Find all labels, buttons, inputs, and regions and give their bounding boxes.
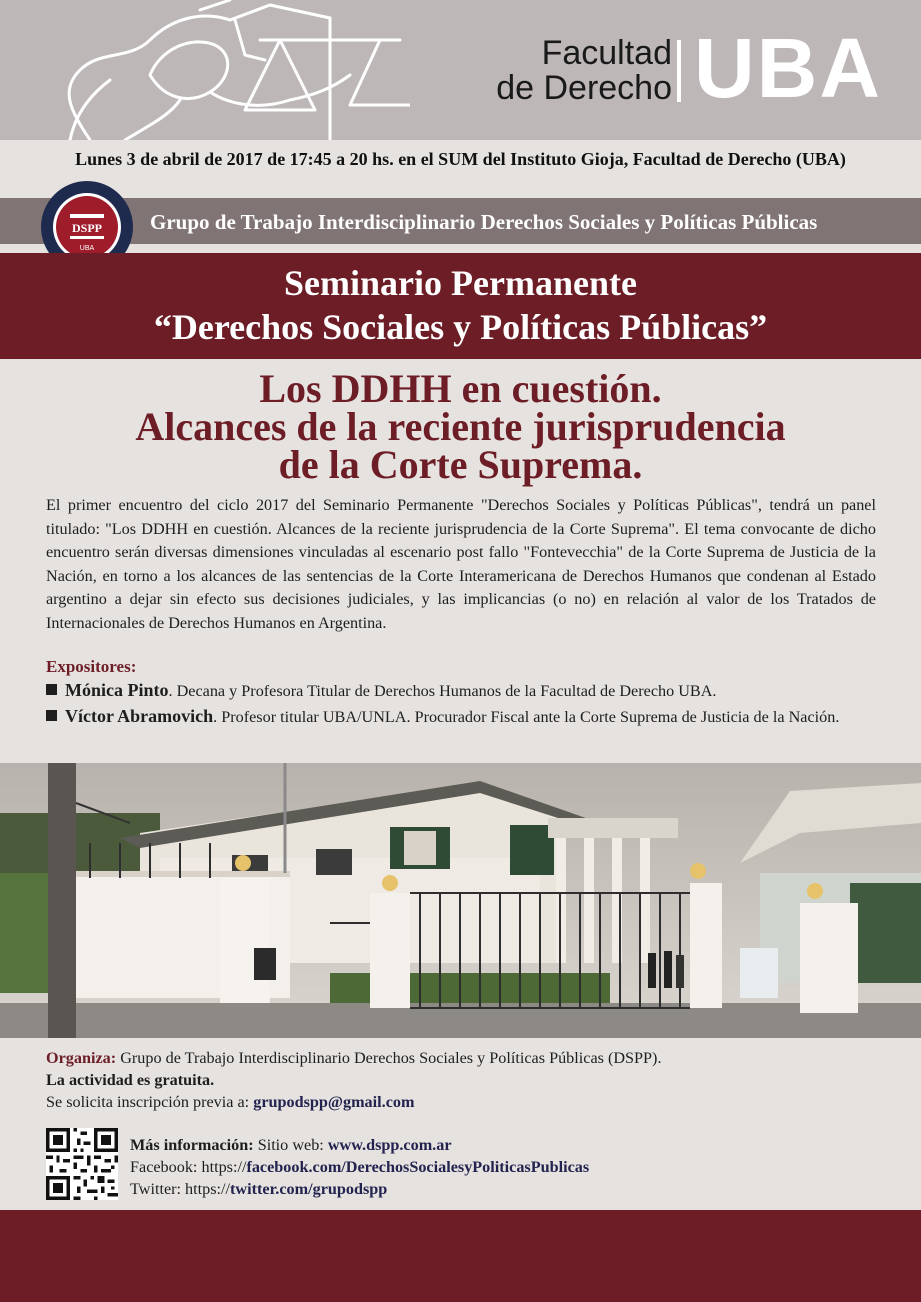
registration-text: Se solicita inscripción previa a: [46, 1093, 254, 1111]
registration-email-link[interactable]: grupodspp@gmail.com [253, 1093, 415, 1111]
facebook-text: Facebook: https:// [130, 1158, 247, 1176]
panel-title-line-2: Alcances de la reciente jurisprudencia [135, 404, 786, 449]
header-divider [677, 40, 681, 102]
organizer-label: Organiza: [46, 1049, 117, 1067]
justice-figure-illustration [30, 0, 410, 140]
speaker-name: Mónica Pinto [65, 680, 169, 700]
description-paragraph: El primer encuentro del ciclo 2017 del Seminario Permanente "Derechos Sociales y Políticas Públicas", tendrá un panel titulado: "Los DDHH en cuestión. Alcances de la reciente jurisprudencia de la Corte Suprema". El tema convocante de dicho encuentro serán diversas dimensiones vinculadas al escenario post fallo "Fontevecchia" de la Corte Suprema de Justicia de la Nación, en torno a los alcances de las sentencias de la Corte Interamericana de Derechos Humanos que condenan al Estado argentino a dejar sin efecto sus decisiones judiciales, y las implicancias (o no) en relación al valor de los Tratados de Internacionales de Derechos Humanos en Argentina. [46, 496, 876, 632]
panel-title-line-1: Los DDHH en cuestión. [259, 366, 662, 411]
logo-initials: DSPP [72, 221, 102, 235]
faculty-name [472, 36, 672, 106]
uba-logo-text: UBA [694, 21, 882, 115]
group-name: Grupo de Trabajo Interdisciplinario Derechos Sociales y Políticas Públicas [150, 210, 818, 234]
speakers-label: Expositores: [46, 657, 137, 676]
footer-band [0, 1210, 921, 1302]
panel-title [0, 366, 921, 487]
speaker-name: Víctor Abramovich [65, 706, 214, 726]
facebook-line [130, 1156, 589, 1178]
twitter-text: Twitter: https:// [130, 1180, 231, 1198]
facebook-link[interactable]: facebook.com/DerechosSocialesyPoliticasPublicas [246, 1158, 590, 1176]
speaker-item [46, 679, 876, 704]
seminar-title: Seminario Permanente [284, 263, 637, 303]
more-info-label: Más información: [130, 1136, 254, 1154]
building-photo [0, 763, 921, 1038]
twitter-line [130, 1178, 387, 1200]
speaker-description: . Profesor titular UBA/UNLA. Procurador Fiscal ante la Corte Suprema de Justicia de la Nación. [213, 708, 840, 726]
seminar-subtitle: “Derechos Sociales y Políticas Públicas” [153, 307, 768, 347]
website-link[interactable]: www.dspp.com.ar [327, 1136, 452, 1154]
bullet-square-icon [46, 710, 57, 721]
twitter-link[interactable]: twitter.com/grupodspp [230, 1180, 388, 1198]
speaker-item [46, 705, 876, 730]
faculty-line-2: de Derecho [496, 69, 672, 107]
qr-code[interactable] [46, 1128, 118, 1200]
registration-line [46, 1091, 414, 1113]
faculty-line-1: Facultad [541, 34, 672, 72]
logo-sub: UBA [79, 245, 95, 252]
free-activity-note: La actividad es gratuita. [46, 1071, 215, 1089]
website-text: Sitio web: [253, 1136, 328, 1154]
organizer-line [46, 1047, 662, 1069]
organizer-text: Grupo de Trabajo Interdisciplinario Derechos Sociales y Políticas Públicas (DSPP). [116, 1049, 662, 1067]
header [0, 0, 921, 140]
speaker-description: . Decana y Profesora Titular de Derechos Humanos de la Facultad de Derecho UBA. [168, 682, 717, 700]
more-info-line [130, 1134, 452, 1156]
bullet-square-icon [46, 684, 57, 695]
panel-title-line-3: de la Corte Suprema. [278, 442, 643, 487]
event-date-line: Lunes 3 de abril de 2017 de 17:45 a 20 hs. en el SUM del Instituto Gioja, Facultad de Derecho (UBA) [75, 149, 846, 169]
